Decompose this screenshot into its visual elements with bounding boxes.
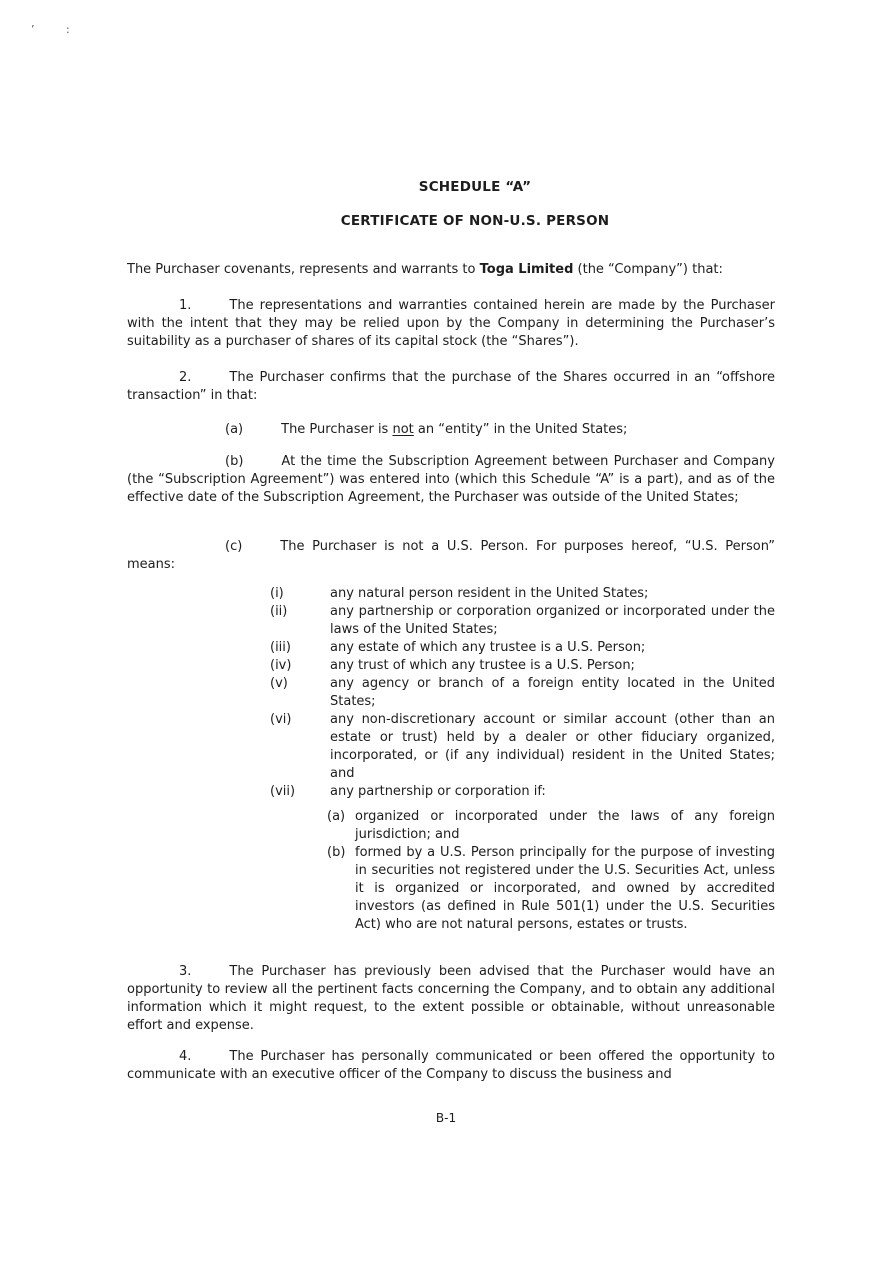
item-b-text: At the time the Subscription Agreement between Purchaser and Company (the “Subscription Agreement”) was entered into (which this Schedule “A” is a part), and as of the effective date of the Subscription Agreement, the Purchaser was outside of the United States; [127,454,775,505]
roman-item-v-text: any agency or branch of a foreign entity located in the United States; [330,676,775,709]
page-number: B-1 [435,1111,457,1125]
roman-item-vii [127,783,775,801]
roman-item-vi [127,711,775,783]
roman-item-ii-marker: (ii) [270,604,288,619]
certificate-heading: CERTIFICATE OF NON-U.S. PERSON [340,213,610,229]
roman-item-i-text: any natural person resident in the United States; [330,586,649,601]
alpha-sublist [127,808,775,934]
roman-item-iv [127,657,775,675]
roman-item-vii-marker: (vii) [270,784,296,799]
roman-item-i-marker: (i) [270,586,284,601]
alpha-item-a-marker: (a) [327,809,346,824]
roman-item-ii [127,603,775,639]
item-c [127,538,775,574]
roman-item-v-marker: (v) [270,676,288,691]
item-b-marker: (b) [225,454,244,469]
roman-item-vi-marker: (vi) [270,712,292,727]
section-2 [127,369,775,405]
section-3-text: The Purchaser has previously been advised that the Purchaser would have an opportunity to review all the pertinent facts concerning the Company, and to obtain any additional information which it might request, to the extent possible or obtainable, without unreasonable effort and expense. [127,964,775,1033]
item-a-text-pre: The Purchaser is [281,422,393,437]
alpha-item-b-text: formed by a U.S. Person principally for the purpose of investing in securities not registered under the U.S. Securities Act, unless it is organized or incorporated, and owned by accredited investors (as defined in Rule 501(1) under the U.S. Securities Act) who are not natural persons, estates or trusts. [355,845,775,932]
roman-item-iv-marker: (iv) [270,658,292,673]
item-b [127,453,775,507]
section-4-text: The Purchaser has personally communicated or been offered the opportunity to communicate with an executive officer of the Company to discuss the business and [127,1049,775,1082]
item-a-text-post: an “entity” in the United States; [413,422,628,437]
section-4 [127,1048,775,1084]
roman-item-iii [127,639,775,657]
item-c-text: The Purchaser is not a U.S. Person. For purposes hereof, “U.S. Person” means: [127,539,775,572]
item-a-marker: (a) [225,422,244,437]
section-2-text: The Purchaser confirms that the purchase of the Shares occurred in an “offshore transaction” in that: [127,370,775,403]
schedule-heading: SCHEDULE “A” [418,179,532,195]
intro-text-post: (the “Company”) that: [573,262,723,277]
item-c-marker: (c) [225,539,243,554]
section-3-number: 3. [179,964,192,979]
section-1 [127,297,775,351]
roman-item-v [127,675,775,711]
item-a-underlined-word: not [392,422,414,437]
alpha-item-b-marker: (b) [327,845,346,860]
scan-artifact-1: ’ [31,23,35,36]
scan-artifact-2: : [66,23,70,36]
company-name: Toga Limited [479,262,574,277]
alpha-item-a [127,808,775,844]
item-a [127,421,775,439]
roman-item-iii-marker: (iii) [270,640,291,655]
intro-text-pre: The Purchaser covenants, represents and warrants to [127,262,480,277]
alpha-item-a-text: organized or incorporated under the laws of any foreign jurisdiction; and [355,809,775,842]
roman-list [127,585,775,801]
section-2-number: 2. [179,370,192,385]
section-3 [127,963,775,1035]
roman-item-iii-text: any estate of which any trustee is a U.S. Person; [330,640,646,655]
intro-paragraph [127,261,775,279]
section-1-number: 1. [179,298,192,313]
section-4-number: 4. [179,1049,192,1064]
roman-item-vi-text: any non-discretionary account or similar account (other than an estate or trust) held by a dealer or other fiduciary organized, incorporated, or (if any individual) resident in the United States; and [330,712,775,781]
roman-item-ii-text: any partnership or corporation organized or incorporated under the laws of the United States; [330,604,775,637]
alpha-item-b [127,844,775,934]
section-1-text: The representations and warranties contained herein are made by the Purchaser with the intent that they may be relied upon by the Company in determining the Purchaser’s suitability as a purchaser of shares of its capital stock (the “Shares”). [127,298,775,349]
roman-item-vii-text: any partnership or corporation if: [330,784,546,799]
roman-item-i [127,585,775,603]
roman-item-iv-text: any trust of which any trustee is a U.S. Person; [330,658,635,673]
